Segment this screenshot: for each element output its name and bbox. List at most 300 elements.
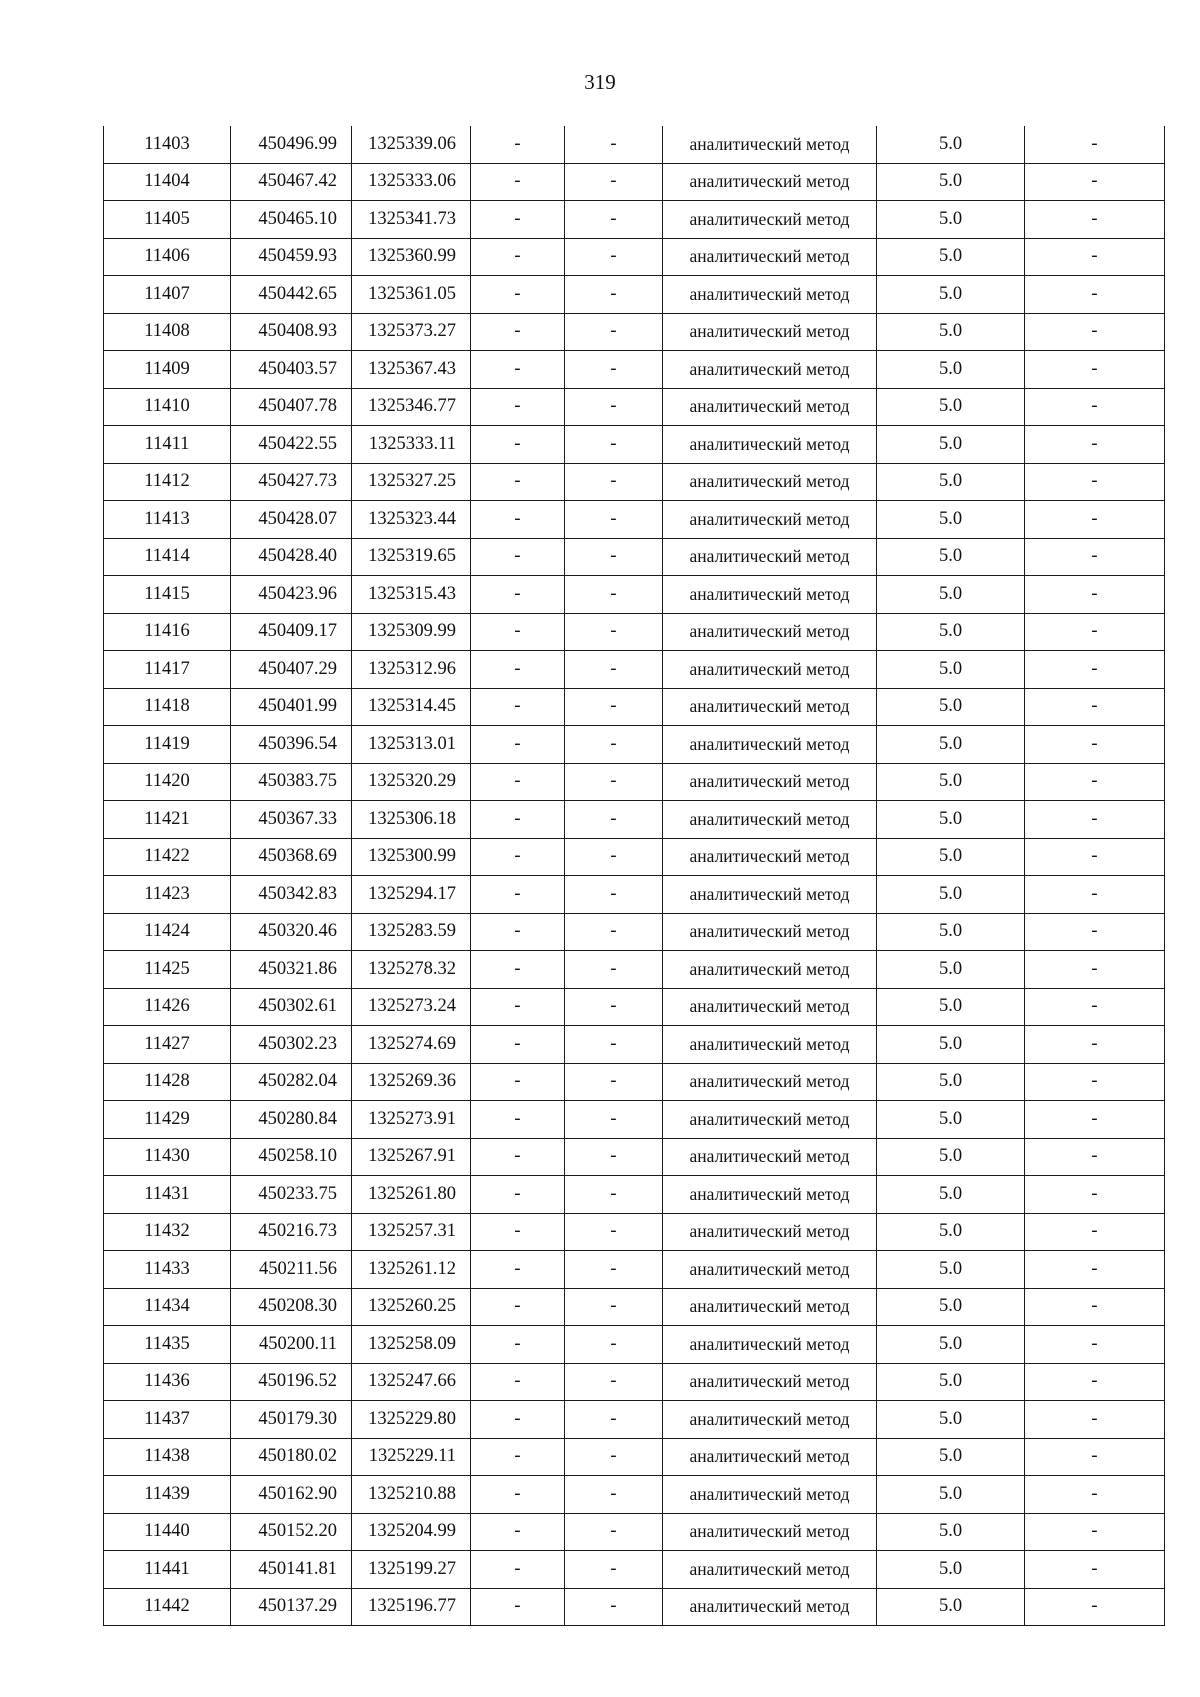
accuracy-cell: 5.0 [877,688,1025,726]
col-4-cell: - [471,651,565,689]
coord-x-cell: 450409.17 [231,613,352,651]
coord-y-cell: 1325315.43 [352,576,471,614]
coord-x-cell: 450403.57 [231,351,352,389]
coord-y-cell: 1325267.91 [352,1138,471,1176]
col-4-cell: - [471,126,565,163]
col-4-cell: - [471,351,565,389]
method-cell: аналитический метод [663,576,877,614]
col-8-cell: - [1025,1588,1165,1626]
col-5-cell: - [565,1326,663,1364]
coord-x-cell: 450258.10 [231,1138,352,1176]
col-5-cell: - [565,1551,663,1589]
col-5-cell: - [565,426,663,464]
coord-x-cell: 450162.90 [231,1476,352,1514]
accuracy-cell: 5.0 [877,201,1025,239]
coord-y-cell: 1325283.59 [352,913,471,951]
col-4-cell: - [471,763,565,801]
accuracy-cell: 5.0 [877,1213,1025,1251]
method-cell: аналитический метод [663,1476,877,1514]
coord-x-cell: 450179.30 [231,1401,352,1439]
table-row [104,1513,1165,1551]
col-8-cell: - [1025,1551,1165,1589]
method-cell: аналитический метод [663,388,877,426]
point-number-cell: 11416 [104,613,231,651]
col-5-cell: - [565,1438,663,1476]
method-cell: аналитический метод [663,1513,877,1551]
point-number-cell: 11421 [104,801,231,839]
table-row [104,951,1165,989]
accuracy-cell: 5.0 [877,426,1025,464]
col-5-cell: - [565,163,663,201]
coord-x-cell: 450459.93 [231,238,352,276]
point-number-cell: 11440 [104,1513,231,1551]
coord-x-cell: 450321.86 [231,951,352,989]
coord-y-cell: 1325360.99 [352,238,471,276]
method-cell: аналитический метод [663,501,877,539]
col-8-cell: - [1025,1476,1165,1514]
coord-x-cell: 450137.29 [231,1588,352,1626]
col-8-cell: - [1025,576,1165,614]
point-number-cell: 11439 [104,1476,231,1514]
coord-y-cell: 1325294.17 [352,876,471,914]
table-row [104,1213,1165,1251]
col-4-cell: - [471,613,565,651]
col-5-cell: - [565,1138,663,1176]
col-5-cell: - [565,463,663,501]
point-number-cell: 11418 [104,688,231,726]
col-4-cell: - [471,313,565,351]
coord-y-cell: 1325273.91 [352,1101,471,1139]
col-5-cell: - [565,351,663,389]
point-number-cell: 11408 [104,313,231,351]
coord-x-cell: 450200.11 [231,1326,352,1364]
table-row [104,501,1165,539]
coord-x-cell: 450233.75 [231,1176,352,1214]
coord-x-cell: 450467.42 [231,163,352,201]
col-5-cell: - [565,1401,663,1439]
col-5-cell: - [565,1101,663,1139]
point-number-cell: 11433 [104,1251,231,1289]
col-8-cell: - [1025,238,1165,276]
method-cell: аналитический метод [663,538,877,576]
col-4-cell: - [471,538,565,576]
method-cell: аналитический метод [663,613,877,651]
accuracy-cell: 5.0 [877,576,1025,614]
col-8-cell: - [1025,163,1165,201]
accuracy-cell: 5.0 [877,1138,1025,1176]
col-5-cell: - [565,1063,663,1101]
method-cell: аналитический метод [663,1401,877,1439]
point-number-cell: 11422 [104,838,231,876]
point-number-cell: 11411 [104,426,231,464]
col-4-cell: - [471,1026,565,1064]
coord-x-cell: 450383.75 [231,763,352,801]
col-4-cell: - [471,426,565,464]
table-row [104,1288,1165,1326]
accuracy-cell: 5.0 [877,651,1025,689]
coord-x-cell: 450180.02 [231,1438,352,1476]
col-5-cell: - [565,763,663,801]
table-row [104,1363,1165,1401]
coord-y-cell: 1325312.96 [352,651,471,689]
coord-y-cell: 1325260.25 [352,1288,471,1326]
col-4-cell: - [471,1401,565,1439]
table-row [104,876,1165,914]
coord-y-cell: 1325346.77 [352,388,471,426]
point-number-cell: 11404 [104,163,231,201]
col-8-cell: - [1025,1176,1165,1214]
accuracy-cell: 5.0 [877,163,1025,201]
coord-y-cell: 1325323.44 [352,501,471,539]
coord-x-cell: 450428.07 [231,501,352,539]
col-8-cell: - [1025,1251,1165,1289]
coord-y-cell: 1325327.25 [352,463,471,501]
col-4-cell: - [471,388,565,426]
coord-y-cell: 1325210.88 [352,1476,471,1514]
coord-x-cell: 450408.93 [231,313,352,351]
table-row [104,1326,1165,1364]
accuracy-cell: 5.0 [877,126,1025,163]
coord-y-cell: 1325247.66 [352,1363,471,1401]
method-cell: аналитический метод [663,313,877,351]
method-cell: аналитический метод [663,801,877,839]
table-row [104,163,1165,201]
coord-y-cell: 1325309.99 [352,613,471,651]
method-cell: аналитический метод [663,988,877,1026]
point-number-cell: 11429 [104,1101,231,1139]
col-4-cell: - [471,1213,565,1251]
coord-x-cell: 450407.29 [231,651,352,689]
col-8-cell: - [1025,613,1165,651]
col-8-cell: - [1025,1513,1165,1551]
col-5-cell: - [565,576,663,614]
accuracy-cell: 5.0 [877,801,1025,839]
coord-y-cell: 1325257.31 [352,1213,471,1251]
col-8-cell: - [1025,276,1165,314]
point-number-cell: 11414 [104,538,231,576]
point-number-cell: 11437 [104,1401,231,1439]
col-4-cell: - [471,1138,565,1176]
method-cell: аналитический метод [663,276,877,314]
coord-x-cell: 450196.52 [231,1363,352,1401]
coord-y-cell: 1325300.99 [352,838,471,876]
col-8-cell: - [1025,1438,1165,1476]
method-cell: аналитический метод [663,838,877,876]
col-4-cell: - [471,238,565,276]
col-4-cell: - [471,801,565,839]
col-8-cell: - [1025,1288,1165,1326]
coord-x-cell: 450423.96 [231,576,352,614]
table-row [104,913,1165,951]
coord-x-cell: 450428.40 [231,538,352,576]
col-8-cell: - [1025,501,1165,539]
accuracy-cell: 5.0 [877,1551,1025,1589]
accuracy-cell: 5.0 [877,351,1025,389]
point-number-cell: 11423 [104,876,231,914]
col-5-cell: - [565,126,663,163]
col-4-cell: - [471,988,565,1026]
col-8-cell: - [1025,1213,1165,1251]
method-cell: аналитический метод [663,1026,877,1064]
col-4-cell: - [471,1363,565,1401]
method-cell: аналитический метод [663,1251,877,1289]
accuracy-cell: 5.0 [877,1476,1025,1514]
coord-y-cell: 1325229.80 [352,1401,471,1439]
col-8-cell: - [1025,651,1165,689]
table-row [104,1138,1165,1176]
table-row [104,276,1165,314]
method-cell: аналитический метод [663,1551,877,1589]
table-row [104,988,1165,1026]
accuracy-cell: 5.0 [877,538,1025,576]
point-number-cell: 11431 [104,1176,231,1214]
col-5-cell: - [565,1513,663,1551]
coord-y-cell: 1325333.06 [352,163,471,201]
col-5-cell: - [565,1476,663,1514]
table-row [104,351,1165,389]
coord-x-cell: 450280.84 [231,1101,352,1139]
table-row [104,1551,1165,1589]
point-number-cell: 11435 [104,1326,231,1364]
point-number-cell: 11409 [104,351,231,389]
point-number-cell: 11427 [104,1026,231,1064]
col-5-cell: - [565,838,663,876]
method-cell: аналитический метод [663,1101,877,1139]
col-8-cell: - [1025,876,1165,914]
coord-x-cell: 450152.20 [231,1513,352,1551]
method-cell: аналитический метод [663,1588,877,1626]
coord-x-cell: 450302.61 [231,988,352,1026]
point-number-cell: 11405 [104,201,231,239]
point-number-cell: 11415 [104,576,231,614]
table-row [104,688,1165,726]
accuracy-cell: 5.0 [877,763,1025,801]
col-5-cell: - [565,1288,663,1326]
col-5-cell: - [565,276,663,314]
method-cell: аналитический метод [663,126,877,163]
accuracy-cell: 5.0 [877,838,1025,876]
coordinates-table [103,126,1165,1626]
point-number-cell: 11426 [104,988,231,1026]
accuracy-cell: 5.0 [877,1363,1025,1401]
point-number-cell: 11417 [104,651,231,689]
col-8-cell: - [1025,1401,1165,1439]
table-row [104,763,1165,801]
method-cell: аналитический метод [663,1363,877,1401]
point-number-cell: 11441 [104,1551,231,1589]
coord-x-cell: 450465.10 [231,201,352,239]
col-8-cell: - [1025,313,1165,351]
point-number-cell: 11428 [104,1063,231,1101]
point-number-cell: 11434 [104,1288,231,1326]
point-number-cell: 11442 [104,1588,231,1626]
col-4-cell: - [471,1176,565,1214]
method-cell: аналитический метод [663,1288,877,1326]
coord-x-cell: 450407.78 [231,388,352,426]
point-number-cell: 11403 [104,126,231,163]
col-4-cell: - [471,1438,565,1476]
col-4-cell: - [471,913,565,951]
point-number-cell: 11432 [104,1213,231,1251]
col-4-cell: - [471,951,565,989]
col-4-cell: - [471,1513,565,1551]
col-5-cell: - [565,651,663,689]
coord-y-cell: 1325229.11 [352,1438,471,1476]
coord-y-cell: 1325274.69 [352,1026,471,1064]
col-8-cell: - [1025,988,1165,1026]
method-cell: аналитический метод [663,876,877,914]
coord-x-cell: 450442.65 [231,276,352,314]
coord-y-cell: 1325373.27 [352,313,471,351]
table-row [104,126,1165,163]
accuracy-cell: 5.0 [877,913,1025,951]
method-cell: аналитический метод [663,163,877,201]
col-8-cell: - [1025,951,1165,989]
coord-y-cell: 1325314.45 [352,688,471,726]
col-5-cell: - [565,688,663,726]
coord-y-cell: 1325196.77 [352,1588,471,1626]
col-5-cell: - [565,1251,663,1289]
col-5-cell: - [565,201,663,239]
point-number-cell: 11424 [104,913,231,951]
col-4-cell: - [471,688,565,726]
col-8-cell: - [1025,801,1165,839]
col-8-cell: - [1025,688,1165,726]
table-row [104,1438,1165,1476]
method-cell: аналитический метод [663,763,877,801]
col-4-cell: - [471,201,565,239]
accuracy-cell: 5.0 [877,1588,1025,1626]
point-number-cell: 11438 [104,1438,231,1476]
accuracy-cell: 5.0 [877,1288,1025,1326]
table-row [104,1476,1165,1514]
coord-y-cell: 1325278.32 [352,951,471,989]
col-8-cell: - [1025,1363,1165,1401]
col-5-cell: - [565,238,663,276]
accuracy-cell: 5.0 [877,1063,1025,1101]
accuracy-cell: 5.0 [877,1026,1025,1064]
col-5-cell: - [565,1363,663,1401]
coord-y-cell: 1325339.06 [352,126,471,163]
table-body [104,126,1165,1626]
coord-x-cell: 450282.04 [231,1063,352,1101]
accuracy-cell: 5.0 [877,726,1025,764]
table-row [104,1251,1165,1289]
col-8-cell: - [1025,1101,1165,1139]
method-cell: аналитический метод [663,238,877,276]
col-5-cell: - [565,1588,663,1626]
coord-y-cell: 1325319.65 [352,538,471,576]
method-cell: аналитический метод [663,426,877,464]
coord-y-cell: 1325361.05 [352,276,471,314]
coord-y-cell: 1325261.80 [352,1176,471,1214]
col-4-cell: - [471,1101,565,1139]
accuracy-cell: 5.0 [877,463,1025,501]
col-8-cell: - [1025,838,1165,876]
point-number-cell: 11412 [104,463,231,501]
method-cell: аналитический метод [663,1326,877,1364]
col-5-cell: - [565,951,663,989]
coord-y-cell: 1325341.73 [352,201,471,239]
col-8-cell: - [1025,426,1165,464]
coord-y-cell: 1325333.11 [352,426,471,464]
point-number-cell: 11420 [104,763,231,801]
col-4-cell: - [471,576,565,614]
table-row [104,538,1165,576]
col-8-cell: - [1025,126,1165,163]
col-8-cell: - [1025,1326,1165,1364]
method-cell: аналитический метод [663,951,877,989]
col-8-cell: - [1025,351,1165,389]
col-8-cell: - [1025,1138,1165,1176]
col-4-cell: - [471,1476,565,1514]
col-4-cell: - [471,276,565,314]
col-4-cell: - [471,1251,565,1289]
table-row [104,388,1165,426]
coord-x-cell: 450342.83 [231,876,352,914]
col-5-cell: - [565,988,663,1026]
coord-x-cell: 450427.73 [231,463,352,501]
col-8-cell: - [1025,726,1165,764]
table-row [104,651,1165,689]
point-number-cell: 11436 [104,1363,231,1401]
table-row [104,801,1165,839]
col-4-cell: - [471,501,565,539]
accuracy-cell: 5.0 [877,951,1025,989]
method-cell: аналитический метод [663,688,877,726]
coord-y-cell: 1325269.36 [352,1063,471,1101]
coord-x-cell: 450320.46 [231,913,352,951]
accuracy-cell: 5.0 [877,613,1025,651]
coord-x-cell: 450208.30 [231,1288,352,1326]
coord-y-cell: 1325306.18 [352,801,471,839]
col-4-cell: - [471,1588,565,1626]
table-row [104,1588,1165,1626]
table-row [104,238,1165,276]
col-4-cell: - [471,838,565,876]
accuracy-cell: 5.0 [877,276,1025,314]
coord-x-cell: 450368.69 [231,838,352,876]
point-number-cell: 11410 [104,388,231,426]
coord-x-cell: 450302.23 [231,1026,352,1064]
table-row [104,426,1165,464]
accuracy-cell: 5.0 [877,1101,1025,1139]
accuracy-cell: 5.0 [877,1513,1025,1551]
table-row [104,1401,1165,1439]
method-cell: аналитический метод [663,651,877,689]
method-cell: аналитический метод [663,1438,877,1476]
col-4-cell: - [471,1551,565,1589]
col-5-cell: - [565,1026,663,1064]
coord-y-cell: 1325313.01 [352,726,471,764]
coord-y-cell: 1325199.27 [352,1551,471,1589]
col-5-cell: - [565,538,663,576]
method-cell: аналитический метод [663,913,877,951]
accuracy-cell: 5.0 [877,388,1025,426]
accuracy-cell: 5.0 [877,1176,1025,1214]
col-8-cell: - [1025,538,1165,576]
coord-y-cell: 1325258.09 [352,1326,471,1364]
col-8-cell: - [1025,1026,1165,1064]
accuracy-cell: 5.0 [877,876,1025,914]
coord-x-cell: 450496.99 [231,126,352,163]
coord-x-cell: 450141.81 [231,1551,352,1589]
method-cell: аналитический метод [663,1176,877,1214]
point-number-cell: 11407 [104,276,231,314]
accuracy-cell: 5.0 [877,501,1025,539]
accuracy-cell: 5.0 [877,1438,1025,1476]
col-5-cell: - [565,1176,663,1214]
